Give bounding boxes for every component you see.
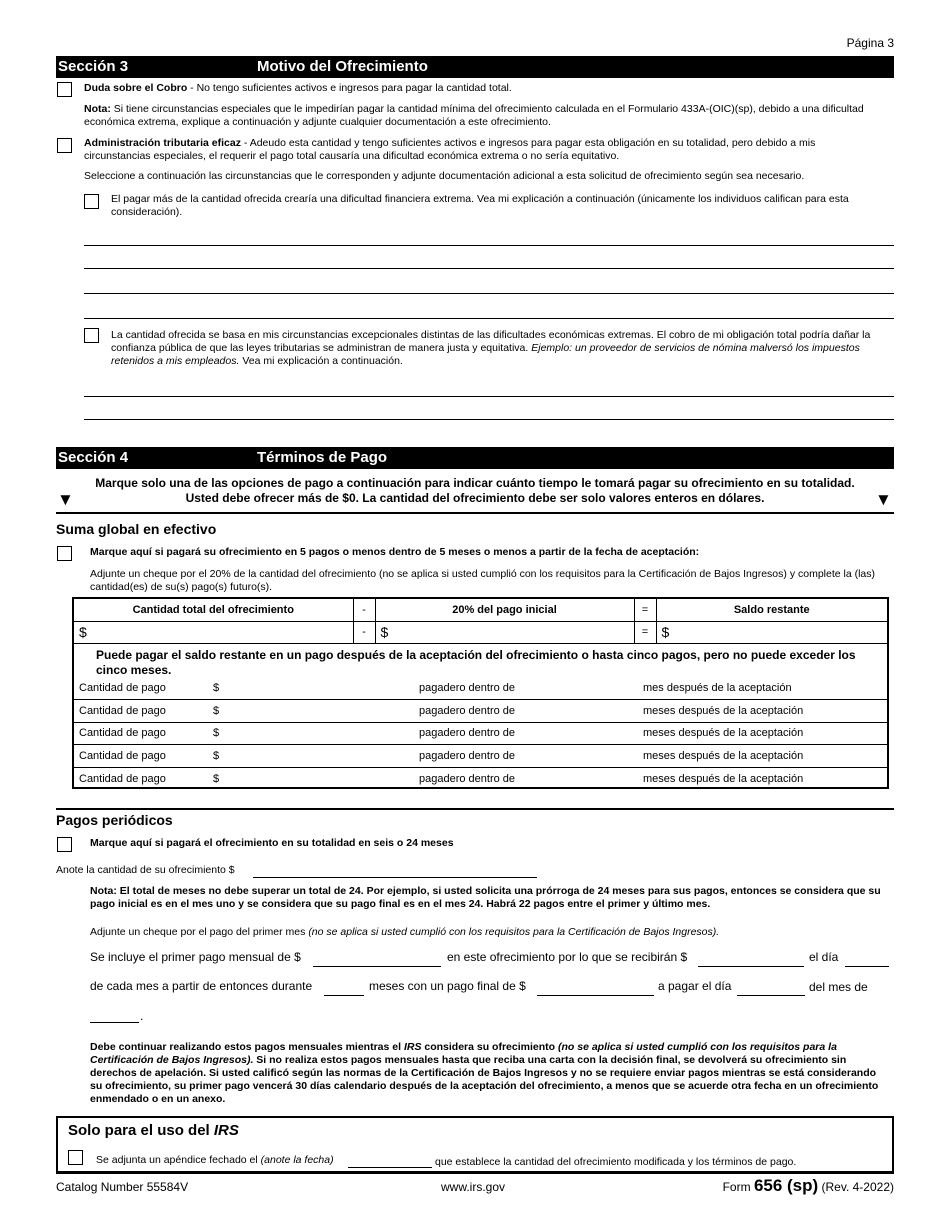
down-arrow-icon: ▼ — [57, 490, 74, 509]
payment-label: Cantidad de pago — [79, 772, 166, 785]
payment-label: Cantidad de pago — [74, 678, 208, 700]
divider — [56, 512, 894, 514]
period-mark: . — [140, 1009, 144, 1023]
payment-within-label: pagadero dentro de — [419, 772, 516, 785]
lump-pay-note: Puede pagar el saldo restante en un pago después de la aceptación del ofrecimiento o hasta cinco pagos, pero no puede exceder los cinco meses. — [96, 647, 856, 677]
note-text: Si tiene circunstancias especiales que le impedirían pagar la cantidad mínima del ofrecimiento calculada en el Formulario 433A-(OIC)(sp), debido a una dificultad económica extrema, explique a continuación y adjunte cualquier documentación a este ofrecimiento. — [84, 103, 864, 128]
exceptional-example: Ejemplo: un proveedor de servicios de nómina malversó los impuestos retenidos a mis empleados. — [111, 342, 860, 367]
section3-header — [56, 56, 894, 78]
payment-within-label: pagadero dentro de — [414, 678, 638, 700]
admin-text — [84, 137, 884, 163]
months-input[interactable] — [324, 995, 364, 996]
payment-after-label: meses después de la aceptación — [643, 772, 804, 785]
form-prefix: Form — [722, 1180, 754, 1194]
payment-after-label: meses después de la aceptación — [638, 745, 887, 767]
explanation-line[interactable] — [84, 268, 894, 269]
pay-day-label: a pagar el día — [658, 979, 732, 993]
lump-sum-heading: Suma global en efectivo — [56, 521, 217, 537]
col-rest-header: Saldo restante — [656, 599, 887, 621]
appendix-date-hint: (anote la fecha) — [260, 1154, 334, 1166]
offer-amount-label: Anote la cantidad de su ofrecimiento $ — [56, 864, 235, 876]
month-of-label: del mes de — [809, 980, 868, 994]
explanation-line[interactable] — [84, 293, 894, 294]
exceptional-option-text — [111, 329, 891, 368]
periodic-heading: Pagos periódicos — [56, 812, 173, 828]
payment-schedule-table — [74, 678, 887, 790]
final-payment-input[interactable] — [537, 995, 654, 996]
admin-label: Administración tributaria eficaz — [84, 137, 241, 149]
irs-use-title-text: Solo para el uso del — [68, 1122, 214, 1139]
first-payment-label: Se incluye el primer pago mensual de $ — [90, 950, 301, 964]
section3-number: Sección 3 — [58, 58, 129, 75]
lump-sum-label: Marque aquí si pagará su ofrecimiento en 5 pagos o menos dentro de 5 meses o menos a partir de la fecha de aceptación: — [90, 546, 700, 558]
explanation-line[interactable] — [84, 245, 894, 246]
form-id — [723, 1176, 894, 1196]
continue-irs: IRS — [403, 1041, 422, 1053]
day-input[interactable] — [845, 966, 889, 967]
doubt-label: Duda sobre el Cobro — [84, 82, 188, 94]
periodic-attach — [90, 926, 895, 939]
section3-title: Motivo del Ofrecimiento — [257, 58, 428, 75]
explanation-line[interactable] — [84, 318, 894, 319]
col-minus: - — [353, 599, 375, 621]
final-payment-label: meses con un pago final de $ — [369, 979, 526, 993]
doubt-checkbox[interactable] — [57, 82, 72, 97]
doubt-desc: - No tengo suficientes activos e ingresos para pagar la cantidad total. — [187, 82, 512, 94]
payment-after-label: mes después de la aceptación — [638, 678, 887, 700]
note-label: Nota: — [84, 103, 111, 115]
down-arrow-icon: ▼ — [875, 490, 892, 509]
continue-text-c: Si no realiza estos pagos mensuales hasta que reciba una carta con la decisión final, se devolverá su ofrecimiento sin derechos de apelación. Si usted calificó según las normas de la Certificación de Bajos Ingresos y no se requiere enviar pagos mientras se está considerando su ofrecimiento, su primer pago vencerá 30 días calendario después de la aceptación del ofrecimiento, a menos que se acuerde otra fecha en un ofrecimiento enmendado o en un anexo. — [90, 1054, 879, 1105]
explanation-line[interactable] — [84, 396, 894, 397]
periodic-note: Nota: El total de meses no debe superar un total de 24. Por ejemplo, si usted solicita una prórroga de 24 meses para sus pagos, entonces se considera que su pago inicial es en el mes uno y se considera que su pago final es en el mes 24. Habrá 22 pagos entre el primer y último mes. — [90, 885, 881, 910]
irs-use-box — [56, 1116, 894, 1174]
payment-row — [74, 700, 887, 722]
continue-italic: (no se aplica si usted cumplió con los requisitos para la Certificación de Bajos Ingresos). — [90, 1041, 837, 1066]
periodic-attach-text: Adjunte un cheque por el pago del primer mes — [90, 926, 309, 938]
payment-instruction-line2: Usted debe ofrecer más de $0. La cantidad del ofrecimiento debe ser solo valores enteros en dólares. — [185, 491, 765, 505]
page-number: Página 3 — [846, 36, 894, 50]
first-payment-input[interactable] — [313, 966, 441, 967]
total-received-input[interactable] — [698, 966, 804, 967]
payment-amount-input[interactable]: $ — [208, 722, 414, 744]
col-equals: = — [634, 599, 656, 621]
payment-within-label: pagadero dentro de — [414, 745, 638, 767]
form-revision: (Rev. 4-2022) — [818, 1180, 894, 1194]
payment-amount-input[interactable]: $ — [208, 700, 414, 722]
payment-label: Cantidad de pago — [74, 722, 208, 744]
exceptional-text: La cantidad ofrecida se basa en mis circunstancias excepcionales distintas de las dificultades económicas extremas. El cobro de mi obligación total podría dañar la confianza pública de que las leyes tributarias se administran de manera justa y equitativa. — [111, 329, 871, 354]
payment-instruction-line1: Marque solo una de las opciones de pago a continuación para indicar cuánto tiempo le tomará pagar su ofrecimiento en su totalidad. — [95, 476, 855, 490]
hardship-option-text: El pagar más de la cantidad ofrecida crearía una dificultad financiera extrema. Vea mi explicación a continuación (únicamente los individuos califican para esta consideración). — [111, 193, 849, 218]
catalog-number: Catalog Number 55584V — [56, 1180, 189, 1194]
select-instruction: Seleccione a continuación las circunstancias que le corresponden y adjunte documentación adicional a esta solicitud de ofrecimiento según sea necesario. — [84, 170, 805, 182]
offer-amount-input[interactable] — [253, 877, 537, 878]
payment-row — [74, 722, 887, 744]
equals-sign: = — [634, 621, 656, 643]
payment-within-label: pagadero dentro de — [414, 700, 638, 722]
periodic-label: Marque aquí si pagará el ofrecimiento en su totalidad en seis o 24 meses — [90, 837, 454, 849]
admin-desc: - Adeudo esta cantidad y tengo suficientes activos e ingresos para pagar esta obligación en su totalidad, pero debido a mis circunstancias especiales, el requerir el pago total causaría una dificultad económica extrema o no sería equitativo. — [84, 137, 816, 162]
website[interactable]: www.irs.gov — [441, 1180, 506, 1194]
appendix-checkbox[interactable] — [68, 1150, 83, 1165]
doubt-text — [84, 82, 894, 95]
payment-row — [74, 745, 887, 767]
payment-label: Cantidad de pago — [74, 745, 208, 767]
appendix-date-input[interactable] — [348, 1167, 432, 1168]
irs-use-title-irs: IRS — [213, 1122, 239, 1139]
exceptional-checkbox[interactable] — [84, 328, 99, 343]
initial-payment-input[interactable]: $ — [375, 621, 634, 643]
section4-number: Sección 4 — [58, 449, 129, 466]
appendix-label: Se adjunta un apéndice fechado el — [96, 1154, 261, 1166]
hardship-checkbox[interactable] — [84, 194, 99, 209]
payment-after-label: meses después de la aceptación — [638, 700, 887, 722]
total-offer-input[interactable]: $ — [74, 621, 353, 643]
remaining-balance-input[interactable]: $ — [656, 621, 887, 643]
exceptional-text-end: Vea mi explicación a continuación. — [239, 355, 403, 367]
payment-instruction — [56, 476, 894, 506]
payment-amount-input[interactable]: $ — [208, 745, 414, 767]
continue-text-b: considera su ofrecimiento — [421, 1041, 558, 1053]
admin-checkbox[interactable] — [57, 138, 72, 153]
payment-after-label: meses después de la aceptación — [638, 722, 887, 744]
col-20-header: 20% del pago inicial — [375, 599, 634, 621]
section4-header — [56, 447, 894, 469]
periodic-attach-italic: (no se aplica si usted cumplió con los requisitos para la Certificación de Bajos Ingresos). — [308, 926, 720, 938]
lump-attach-text: Adjunte un cheque por el 20% de la cantidad del ofrecimiento (no se aplica si usted cumplió con los requisitos para la Certificación de Bajos Ingresos) y complete la (las) cantidad(es) de su(s) pago(s) futuro(s). — [90, 568, 876, 593]
col-total-header: Cantidad total del ofrecimiento — [74, 599, 353, 621]
form-number: 656 (sp) — [753, 1176, 819, 1195]
pay-day-input[interactable] — [737, 995, 805, 996]
continue-text-a: Debe continuar realizando estos pagos mensuales mientras el — [90, 1041, 404, 1053]
explanation-line[interactable] — [84, 419, 894, 420]
lump-payment-box — [72, 597, 889, 789]
continue-payments-text — [90, 1041, 890, 1106]
appendix-text-b: que establece la cantidad del ofrecimiento modificada y los términos de pago. — [435, 1156, 797, 1168]
section3-note — [84, 103, 894, 129]
payment-within-label: pagadero dentro de — [414, 722, 638, 744]
offer-amount-table — [74, 599, 887, 644]
payment-row — [74, 678, 887, 700]
day-label: el día — [809, 950, 839, 964]
lump-sum-checkbox[interactable] — [57, 546, 72, 561]
payment-amount-input[interactable]: $ — [213, 772, 220, 785]
payment-row — [74, 767, 887, 789]
section4-title: Términos de Pago — [257, 449, 388, 466]
final-month-input[interactable] — [90, 1022, 139, 1023]
appendix-text-a — [96, 1154, 334, 1167]
minus-sign: - — [353, 621, 375, 643]
divider — [56, 808, 894, 810]
irs-use-title — [68, 1122, 239, 1139]
receive-label: en este ofrecimiento por lo que se recibirán $ — [447, 950, 688, 964]
payment-amount-input[interactable]: $ — [208, 678, 414, 700]
months-during-label: de cada mes a partir de entonces durante — [90, 979, 313, 993]
payment-label: Cantidad de pago — [74, 700, 208, 722]
periodic-checkbox[interactable] — [57, 837, 72, 852]
